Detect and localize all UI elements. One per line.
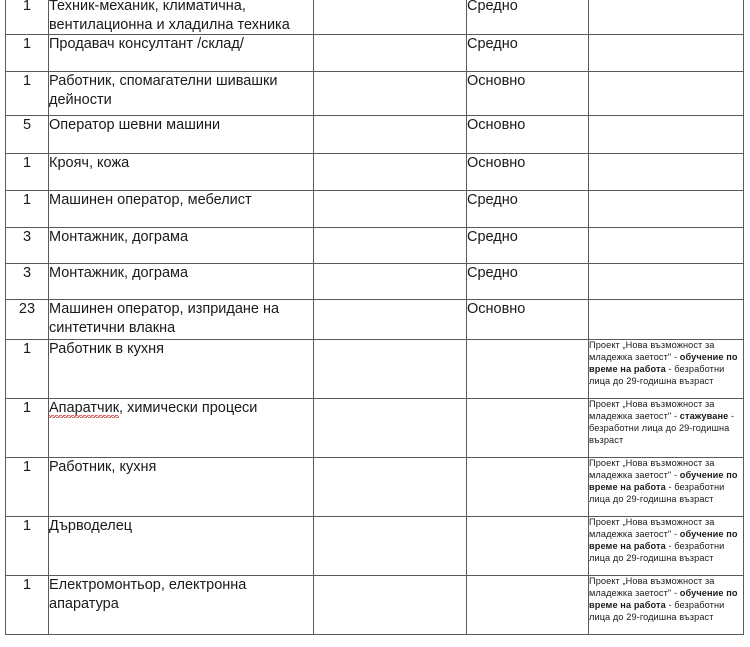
blank-cell: [314, 191, 467, 228]
project-note-measure: обучение по време на работа: [589, 470, 738, 492]
vacancy-count-cell: [6, 228, 49, 264]
education-level-cell: Основно: [467, 116, 589, 154]
blank-cell: [314, 517, 467, 576]
project-note-suffix: - безработни лица до 29-годишна възраст: [589, 600, 725, 622]
blank-cell: [314, 300, 467, 340]
project-note-cell: [589, 116, 744, 154]
table-row: [6, 154, 744, 191]
vacancy-count-value: 1: [22, 0, 32, 14]
vacancy-count-value: 3: [22, 229, 32, 246]
education-level-cell: Средно: [467, 228, 589, 264]
job-position-text: Работник в кухня: [49, 341, 165, 358]
education-level-cell: [467, 517, 589, 576]
blank-cell: [314, 399, 467, 458]
blank-cell: [314, 72, 467, 116]
project-note-measure: обучение по време на работа: [589, 352, 738, 374]
vacancy-count-cell: [6, 399, 49, 458]
job-position-cell: [49, 399, 314, 458]
blank-cell: [314, 35, 467, 72]
blank-cell: [314, 154, 467, 191]
project-note-cell: [589, 300, 744, 340]
project-note-prefix: Проект „Нова възможност за младежка заетост" -: [589, 340, 715, 363]
vacancy-count-value: 1: [22, 518, 32, 535]
vacancy-count-value: 1: [22, 36, 32, 53]
job-position-text: Техник-механик, климатична, вентилационна и хладилна техника: [49, 0, 290, 33]
vacancy-count-cell: [6, 35, 49, 72]
table-row: [6, 576, 744, 635]
job-position-cell: [49, 300, 314, 340]
vacancy-count-value: 5: [22, 117, 32, 134]
job-position-text: Работник, кухня: [49, 459, 157, 476]
project-note-cell: [589, 154, 744, 191]
vacancy-count-value: 1: [22, 400, 32, 417]
vacancy-count-value: 1: [22, 459, 32, 476]
blank-cell: [314, 576, 467, 635]
vacancy-count-cell: [6, 72, 49, 116]
project-note-suffix: - безработни лица до 29-годишна възраст: [589, 482, 725, 504]
education-level-cell: [467, 399, 589, 458]
job-position-cell: [49, 0, 314, 35]
job-position-cell: [49, 458, 314, 517]
job-position-cell: [49, 72, 314, 116]
vacancy-count-value: 1: [22, 341, 32, 358]
education-level-cell: [467, 340, 589, 399]
project-note-measure: обучение по време на работа: [589, 588, 738, 610]
education-level-cell: Основно: [467, 154, 589, 191]
vacancy-count-cell: [6, 154, 49, 191]
project-note-suffix: - безработни лица до 29-годишна възраст: [589, 364, 725, 386]
project-note-measure: обучение по време на работа: [589, 529, 738, 551]
vacancy-count-cell: [6, 191, 49, 228]
education-level-cell: Основно: [467, 300, 589, 340]
table-row: [6, 517, 744, 576]
education-level-cell: Основно: [467, 72, 589, 116]
blank-cell: [314, 0, 467, 35]
job-position-text-rest: , химически процеси: [119, 400, 258, 417]
project-note-cell: [589, 458, 744, 517]
table-row: [6, 340, 744, 399]
project-note-prefix: Проект „Нова възможност за младежка заетост" -: [589, 399, 715, 422]
job-position-cell: [49, 340, 314, 399]
blank-cell: [314, 116, 467, 154]
vacancy-count-cell: [6, 264, 49, 300]
table-body: [6, 0, 744, 635]
job-position-text: Продавач консултант /склад/: [49, 36, 244, 53]
job-position-inline: [49, 399, 257, 418]
project-note-prefix: Проект „Нова възможност за младежка заетост" -: [589, 517, 715, 540]
job-position-cell: [49, 116, 314, 154]
vacancy-count-value: 1: [22, 577, 32, 594]
job-vacancies-table: [5, 0, 744, 635]
table-row: [6, 116, 744, 154]
job-position-cell: [49, 576, 314, 635]
job-position-text: Оператор шевни машини: [49, 117, 221, 134]
project-note-cell: [589, 72, 744, 116]
project-note-prefix: Проект „Нова възможност за младежка заетост" -: [589, 576, 715, 599]
education-level-cell: Средно: [467, 264, 589, 300]
project-note-cell: [589, 35, 744, 72]
blank-cell: [314, 340, 467, 399]
job-position-cell: [49, 228, 314, 264]
blank-cell: [314, 458, 467, 517]
job-position-cell: [49, 517, 314, 576]
job-position-cell: [49, 154, 314, 191]
project-note-cell: [589, 576, 744, 635]
vacancy-count-value: 1: [22, 192, 32, 209]
education-level-cell: Средно: [467, 35, 589, 72]
job-position-text: Работник, спомагателни шивашки дейности: [49, 73, 278, 108]
spellcheck-misspelled-word: Апаратчик: [49, 400, 120, 417]
project-note-suffix: - безработни лица до 29-годишна възраст: [589, 411, 735, 445]
job-position-text: Машинен оператор, изпридане на синтетични влакна: [49, 301, 280, 336]
vacancy-count-value: 23: [18, 301, 36, 318]
job-position-text: Дърводелец: [49, 518, 133, 535]
job-position-cell: [49, 191, 314, 228]
job-position-text: Електромонтьор, електронна апаратура: [49, 577, 247, 612]
project-note-cell: [589, 191, 744, 228]
vacancy-count-cell: [6, 0, 49, 35]
job-position-text: Монтажник, дограма: [49, 265, 189, 282]
education-level-cell: [467, 576, 589, 635]
job-position-text: [49, 399, 313, 418]
vacancy-count-value: 1: [22, 73, 32, 90]
project-note-cell: [589, 340, 744, 399]
table-row: [6, 264, 744, 300]
education-level-cell: Средно: [467, 191, 589, 228]
job-position-text: Машинен оператор, мебелист: [49, 192, 252, 209]
job-position-text: Монтажник, дограма: [49, 229, 189, 246]
project-note-cell: [589, 399, 744, 458]
vacancy-count-cell: [6, 116, 49, 154]
project-note-cell: [589, 228, 744, 264]
job-position-cell: [49, 35, 314, 72]
table-row: [6, 72, 744, 116]
table-row: [6, 228, 744, 264]
vacancy-count-cell: [6, 576, 49, 635]
project-note-prefix: Проект „Нова възможност за младежка заетост" -: [589, 458, 715, 481]
blank-cell: [314, 228, 467, 264]
vacancy-count-value: 3: [22, 265, 32, 282]
project-note-suffix: - безработни лица до 29-годишна възраст: [589, 541, 725, 563]
table-row: [6, 191, 744, 228]
table-row: [6, 399, 744, 458]
education-level-cell: [467, 458, 589, 517]
vacancy-count-cell: [6, 340, 49, 399]
table-row: [6, 0, 744, 35]
project-note-measure: стажуване: [679, 411, 729, 422]
job-position-cell: [49, 264, 314, 300]
project-note-cell: [589, 0, 744, 35]
table-row: [6, 35, 744, 72]
job-position-text: Крояч, кожа: [49, 155, 130, 172]
vacancy-count-cell: [6, 300, 49, 340]
vacancy-count-value: 1: [22, 155, 32, 172]
vacancy-count-cell: [6, 517, 49, 576]
table-row: [6, 300, 744, 340]
education-level-cell: Средно: [467, 0, 589, 35]
blank-cell: [314, 264, 467, 300]
project-note-cell: [589, 517, 744, 576]
vacancy-count-cell: [6, 458, 49, 517]
project-note-cell: [589, 264, 744, 300]
table-row: [6, 458, 744, 517]
